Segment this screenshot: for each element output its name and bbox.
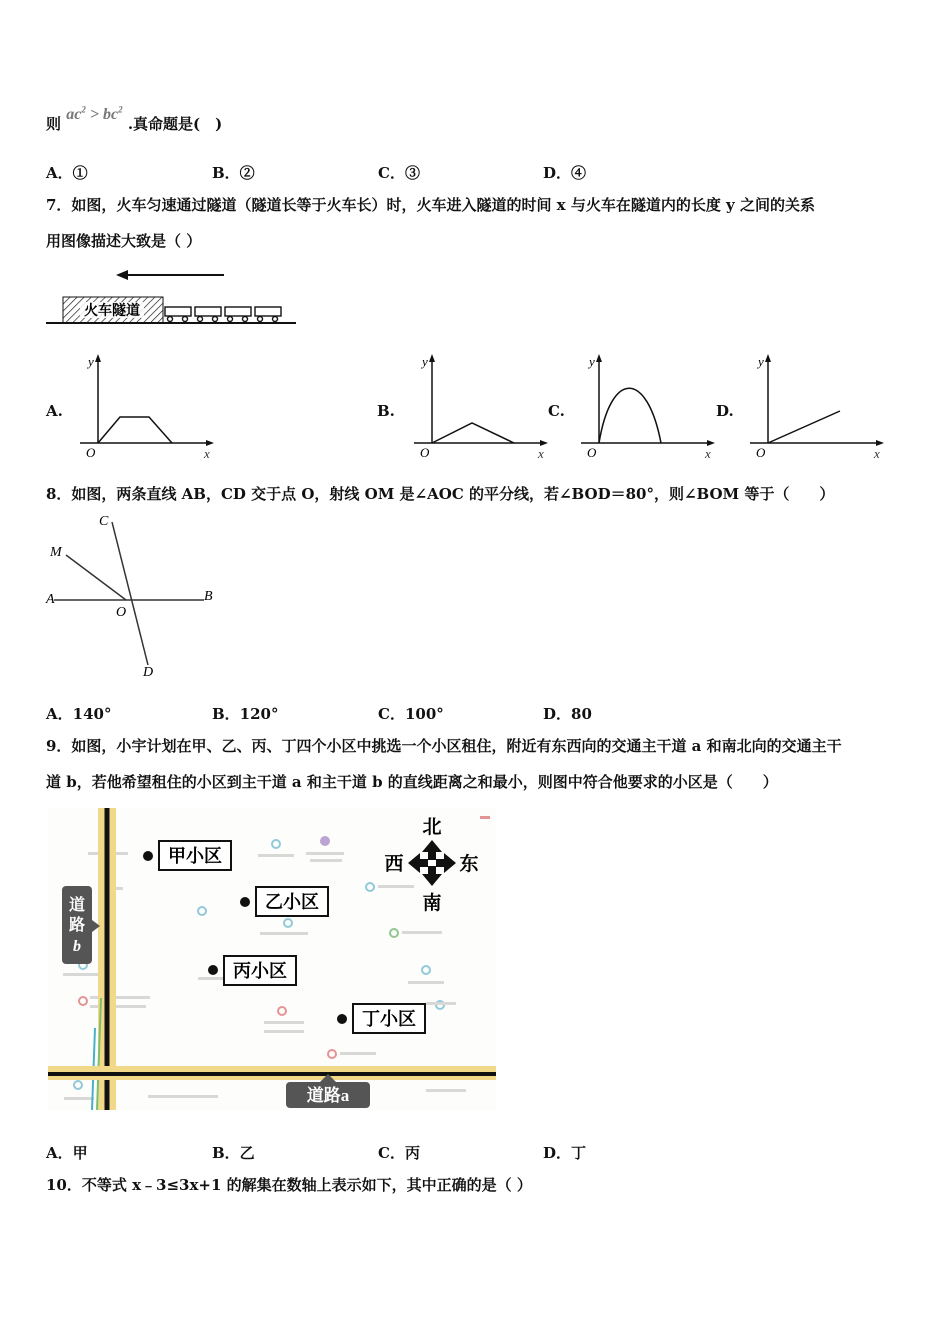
q6-prefix: 则 [46, 115, 62, 133]
q10-text: 10．不等式 x﹣3≤3x+1 的解集在数轴上表示如下，其中正确的是（ ） [46, 1176, 532, 1194]
q9-line2: 道 b，若他希望租住的小区到主干道 a 和主干道 b 的直线距离之和最小，则图中符合他要求的小区是（ ） [46, 773, 778, 791]
community-ding-label: 丁小区 [362, 1009, 416, 1029]
q6-statement [46, 104, 223, 134]
q8-text: 8．如图，两条直线 AB，CD 交于点 O，射线 OM 是∠AOC 的平分线，若∠BOD＝80°，则∠BOM 等于（ ） [46, 485, 835, 503]
axis-y-label: y [88, 354, 94, 369]
road-a-label: 道路a [306, 1086, 350, 1105]
point-a-label: A [46, 592, 55, 607]
q7-line2: 用图像描述大致是（ ） [46, 232, 202, 250]
q8-option-d[interactable]: D．80 [543, 705, 592, 723]
q6-option-d[interactable]: D．④ [543, 164, 587, 182]
community-jia-label: 甲小区 [168, 846, 222, 866]
compass-east: 东 [459, 854, 479, 875]
q6-formula [66, 106, 122, 123]
q8-option-c[interactable]: C．100° [378, 705, 444, 723]
axis-origin-label: O [587, 445, 597, 460]
q9-option-b[interactable]: B．乙 [212, 1144, 255, 1162]
q7-line1: 7．如图，火车匀速通过隧道（隧道长等于火车长）时，火车进入隧道的时间 x 与火车在隧道内的长度 y 之间的关系 [46, 196, 815, 214]
axis-y-label: y [589, 354, 595, 369]
q9-option-c[interactable]: C．丙 [378, 1144, 420, 1162]
axis-x-label: x [538, 446, 544, 461]
q9-line1: 9．如图，小宇计划在甲、乙、丙、丁四个小区中挑选一个小区租住，附近有东西向的交通主干道 a 和南北向的交通主干 [46, 737, 842, 755]
compass-south: 南 [422, 893, 442, 914]
q7-graph-a[interactable] [76, 350, 221, 462]
q8-option-a[interactable]: A．140° [46, 705, 112, 723]
axis-x-label: x [204, 446, 210, 461]
q7-option-c-label[interactable]: C. [548, 402, 565, 420]
point-c-label: C [99, 514, 109, 529]
q7-option-a-label[interactable]: A. [46, 402, 63, 420]
axis-y-label: y [422, 354, 428, 369]
q6-suffix: .真命题是( ) [127, 115, 223, 133]
tunnel-label: 火车隧道 [84, 304, 140, 319]
ray-om [66, 555, 126, 600]
community-yi-label: 乙小区 [265, 892, 319, 912]
direction-arrow [116, 270, 224, 280]
axis-origin-label: O [756, 445, 766, 460]
q7-graph-b[interactable] [410, 350, 555, 462]
q7-graph-c[interactable] [577, 350, 722, 462]
q6-option-a[interactable]: A．① [46, 164, 88, 182]
graph-d-curve [768, 411, 840, 443]
formula-exp: 2 [81, 104, 86, 115]
axis-origin-label: O [420, 445, 430, 460]
q8-figure [44, 510, 224, 682]
q7-graph-d[interactable] [746, 350, 891, 462]
formula-bc: bc [102, 106, 119, 123]
q7-option-b-label[interactable]: B. [377, 402, 395, 420]
point-m-label: M [50, 545, 62, 560]
formula-gt: > [89, 106, 99, 123]
q6-option-b[interactable]: B．② [212, 164, 255, 182]
formula-ac: ac [66, 106, 82, 123]
q7-option-d-label[interactable]: D. [716, 402, 734, 420]
svg-text:道: 道 [68, 897, 86, 914]
q6-option-c[interactable]: C．③ [378, 164, 420, 182]
point-o-label: O [116, 605, 127, 620]
point-b-label: B [204, 589, 213, 604]
q9-option-a[interactable]: A．甲 [46, 1144, 88, 1162]
svg-text:路: 路 [68, 917, 86, 934]
train-icon [165, 307, 281, 322]
q7-tunnel-figure [44, 266, 304, 328]
graph-c-curve [599, 388, 661, 443]
q9-map [48, 808, 496, 1110]
graph-b-curve [432, 423, 514, 443]
axis-y-label: y [758, 354, 764, 369]
svg-text:b: b [73, 938, 81, 955]
q8-option-b[interactable]: B．120° [212, 705, 279, 723]
axis-x-label: x [705, 446, 711, 461]
compass-west: 西 [384, 854, 404, 875]
formula-exp: 2 [118, 104, 123, 115]
q9-option-d[interactable]: D．丁 [543, 1144, 587, 1162]
community-bing-label: 丙小区 [233, 961, 287, 981]
axis-x-label: x [874, 446, 880, 461]
graph-a-curve [98, 417, 172, 443]
axis-origin-label: O [86, 445, 96, 460]
compass-north: 北 [422, 817, 442, 838]
point-d-label: D [143, 665, 154, 680]
